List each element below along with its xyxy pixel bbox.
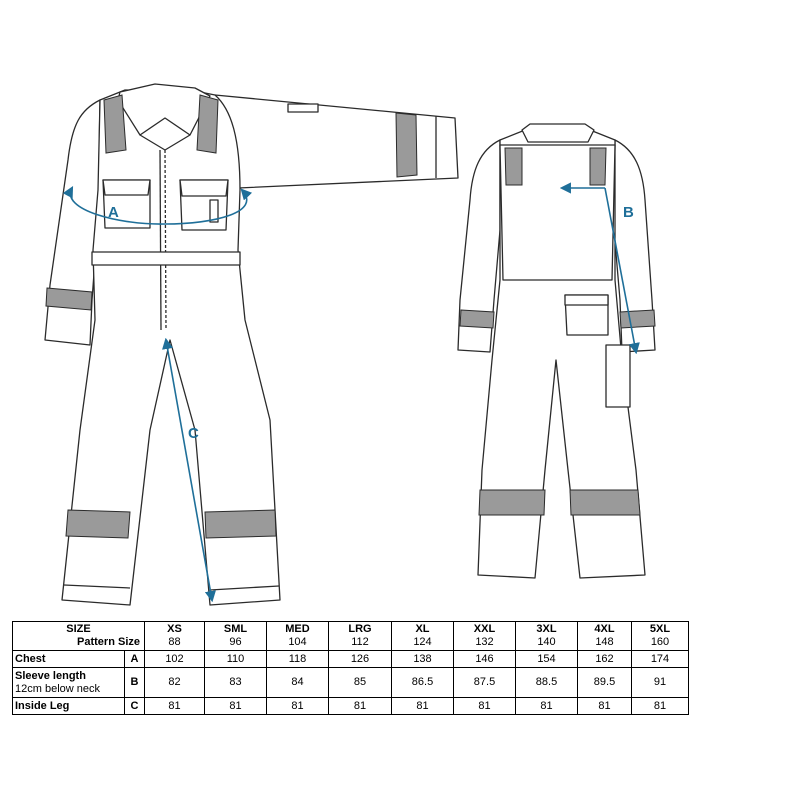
row-label: Chest <box>13 651 125 668</box>
table-cell: 81 <box>632 698 689 715</box>
size-chart-table <box>12 621 689 715</box>
row-code: C <box>125 698 145 715</box>
table-cell: 81 <box>454 698 516 715</box>
front-right-sleeve <box>215 95 458 188</box>
size-column: LRG 112 <box>329 622 392 651</box>
table-cell: 83 <box>205 668 267 698</box>
table-cell: 110 <box>205 651 267 668</box>
table-cell: 86.5 <box>392 668 454 698</box>
table-cell: 154 <box>516 651 578 668</box>
table-cell: 81 <box>578 698 632 715</box>
size-column: 5XL 160 <box>632 622 689 651</box>
table-cell: 81 <box>392 698 454 715</box>
table-cell: 81 <box>516 698 578 715</box>
size-column: 3XL 140 <box>516 622 578 651</box>
measure-label-c: C <box>188 425 199 442</box>
table-cell: 102 <box>145 651 205 668</box>
sleeve-length-row <box>13 668 689 698</box>
pattern-size-heading: Pattern Size <box>77 636 140 648</box>
table-cell: 88.5 <box>516 668 578 698</box>
table-cell: 81 <box>205 698 267 715</box>
table-cell: 82 <box>145 668 205 698</box>
row-code: A <box>125 651 145 668</box>
size-column: SML 96 <box>205 622 267 651</box>
back-collar <box>522 124 594 142</box>
size-column: MED 104 <box>267 622 329 651</box>
table-cell: 89.5 <box>578 668 632 698</box>
table-cell: 174 <box>632 651 689 668</box>
table-cell: 138 <box>392 651 454 668</box>
row-label: Inside Leg <box>13 698 125 715</box>
row-sublabel: 12cm below neck <box>15 682 100 695</box>
table-cell: 84 <box>267 668 329 698</box>
size-header-row <box>13 622 689 651</box>
size-column: XS 88 <box>145 622 205 651</box>
table-cell: 87.5 <box>454 668 516 698</box>
table-cell: 81 <box>267 698 329 715</box>
table-cell: 81 <box>145 698 205 715</box>
size-column: 4XL 148 <box>578 622 632 651</box>
table-cell: 81 <box>329 698 392 715</box>
inside-leg-row <box>13 698 689 715</box>
size-heading: SIZE <box>66 623 91 635</box>
measure-label-b: B <box>623 204 634 221</box>
table-cell: 85 <box>329 668 392 698</box>
row-code: B <box>125 668 145 698</box>
table-cell: 118 <box>267 651 329 668</box>
table-cell: 146 <box>454 651 516 668</box>
measure-label-a: A <box>108 204 119 221</box>
size-column: XL 124 <box>392 622 454 651</box>
table-cell: 162 <box>578 651 632 668</box>
row-label: Sleeve length 12cm below neck <box>13 668 125 698</box>
size-column: XXL 132 <box>454 622 516 651</box>
table-cell: 91 <box>632 668 689 698</box>
size-header-cell <box>13 622 145 651</box>
table-cell: 126 <box>329 651 392 668</box>
chest-row <box>13 651 689 668</box>
